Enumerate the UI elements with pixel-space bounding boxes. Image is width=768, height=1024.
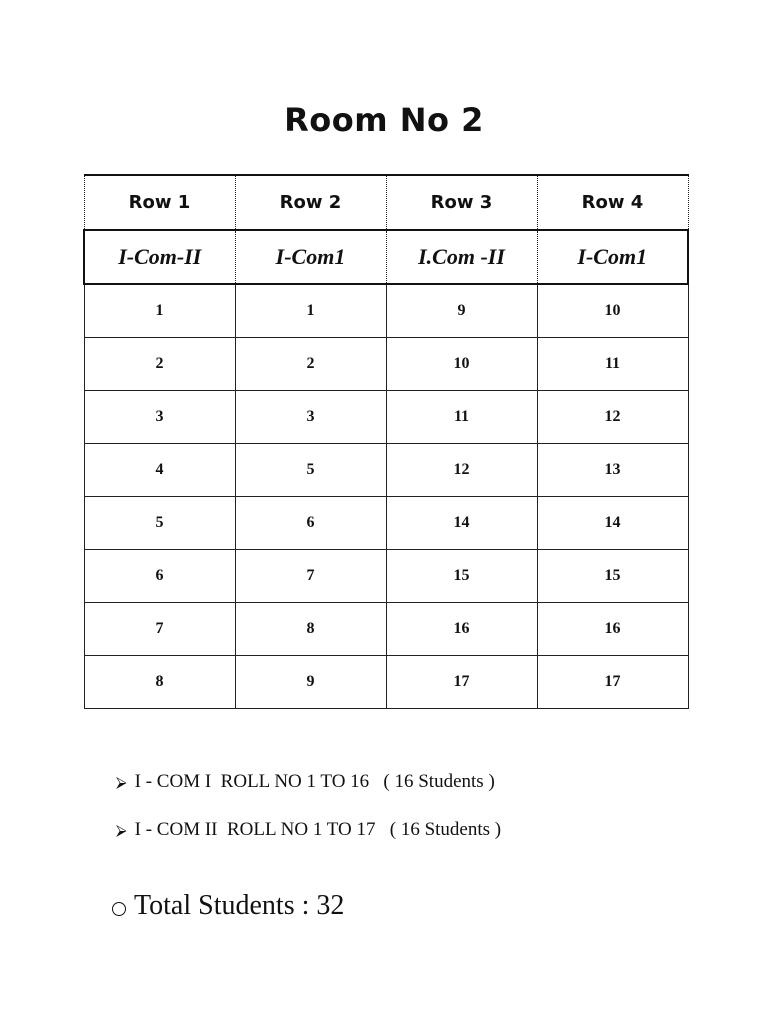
table-cell: 5 (235, 444, 386, 497)
table-cell: 6 (84, 550, 235, 603)
table-cell: 3 (235, 391, 386, 444)
column-header: Row 1 (84, 175, 235, 230)
table-cell: 15 (537, 550, 688, 603)
table-cell: 2 (84, 338, 235, 391)
table-cell: 10 (386, 338, 537, 391)
note-text: I - COM I ROLL NO 1 TO 16 ( 16 Students ) (134, 771, 495, 792)
table-cell: 16 (537, 603, 688, 656)
table-cell: 1 (84, 284, 235, 338)
table-cell: 14 (386, 497, 537, 550)
column-header: Row 2 (235, 175, 386, 230)
table-cell: 15 (386, 550, 537, 603)
class-row (84, 230, 688, 284)
table-cell: 4 (84, 444, 235, 497)
note-item (116, 816, 501, 844)
column-header: Row 4 (537, 175, 688, 230)
table-cell: 3 (84, 391, 235, 444)
table-cell: 6 (235, 497, 386, 550)
table-cell: 13 (537, 444, 688, 497)
table-cell: 8 (235, 603, 386, 656)
class-label: I.Com -II (386, 230, 537, 284)
table-cell: 12 (537, 391, 688, 444)
class-label: I-Com-II (84, 230, 235, 284)
table-cell: 5 (84, 497, 235, 550)
table-cell: 7 (235, 550, 386, 603)
table-cell: 17 (537, 656, 688, 709)
table-cell: 11 (537, 338, 688, 391)
table-cell: 9 (386, 284, 537, 338)
table-row (84, 497, 688, 550)
class-label: I-Com1 (537, 230, 688, 284)
table-row (84, 284, 688, 338)
table-row (84, 603, 688, 656)
total-students (112, 886, 344, 926)
table-row (84, 444, 688, 497)
table-cell: 11 (386, 391, 537, 444)
total-text: Total Students : 32 (134, 890, 345, 921)
header-row (84, 175, 688, 230)
arrow-bullet-icon: ⮚ (116, 821, 127, 839)
arrow-bullet-icon: ⮚ (116, 773, 127, 791)
table-row (84, 391, 688, 444)
class-label: I-Com1 (235, 230, 386, 284)
table-cell: 12 (386, 444, 537, 497)
table-row (84, 656, 688, 709)
note-text: I - COM II ROLL NO 1 TO 17 ( 16 Students ) (134, 819, 502, 840)
table-row (84, 338, 688, 391)
table-cell: 16 (386, 603, 537, 656)
column-header: Row 3 (386, 175, 537, 230)
table-cell: 17 (386, 656, 537, 709)
seating-table (83, 174, 689, 709)
note-item (116, 768, 501, 796)
table-cell: 9 (235, 656, 386, 709)
table-cell: 2 (235, 338, 386, 391)
circle-bullet-icon (112, 902, 126, 916)
table-cell: 1 (235, 284, 386, 338)
table-row (84, 550, 688, 603)
table-cell: 10 (537, 284, 688, 338)
table-cell: 8 (84, 656, 235, 709)
notes-list (116, 768, 501, 844)
table-cell: 7 (84, 603, 235, 656)
table-cell: 14 (537, 497, 688, 550)
page-title: Room No 2 (284, 101, 484, 139)
